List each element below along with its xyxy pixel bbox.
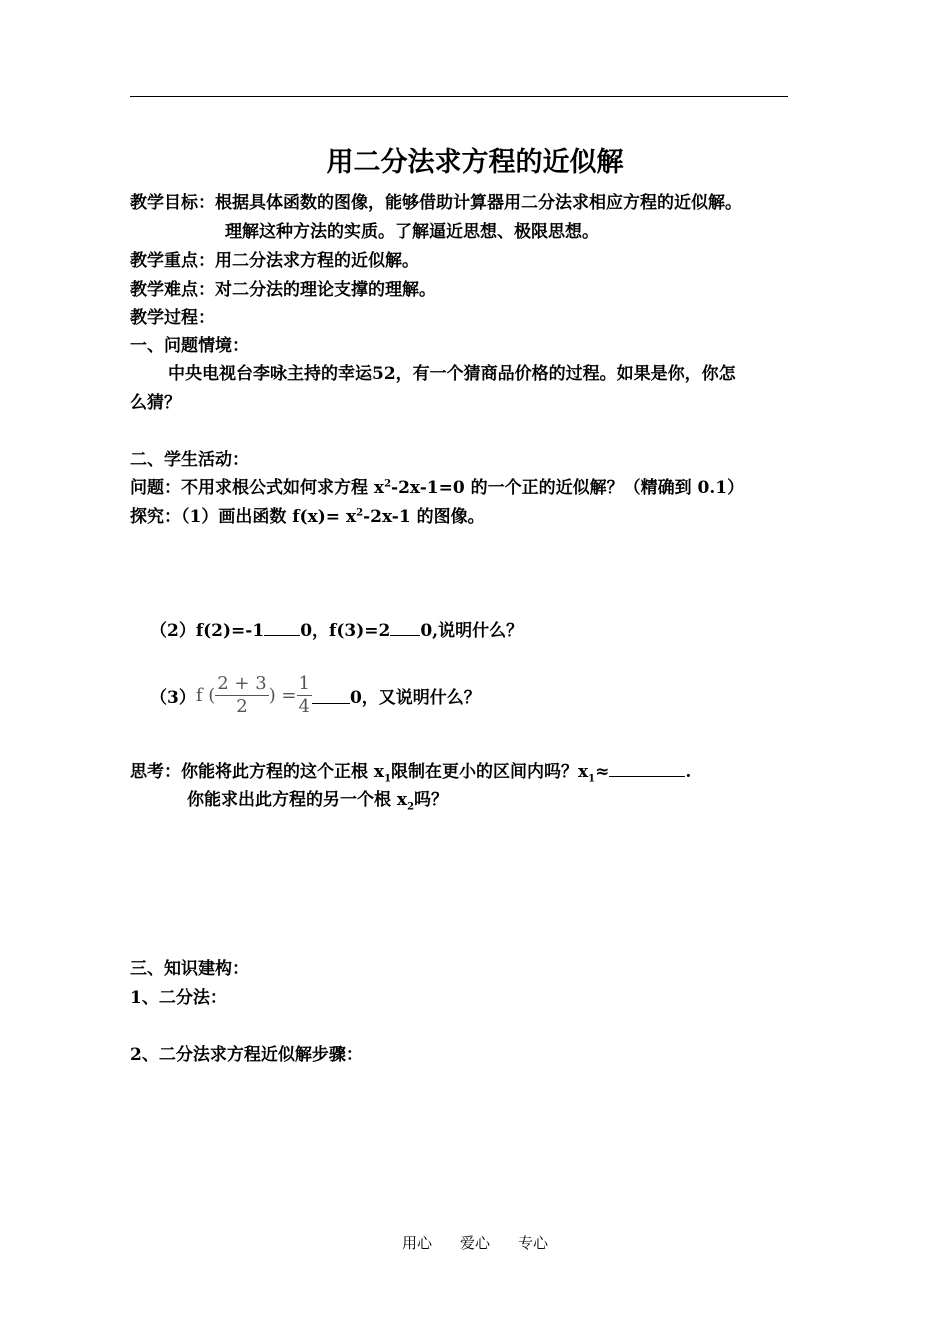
page-title: 用二分法求方程的近似解 <box>326 147 624 178</box>
process-label: 教学过程： <box>130 308 215 328</box>
think-prefix: 思考：你能将此方程的这个正根 x <box>130 762 385 782</box>
footer-item-3: 专心 <box>518 1234 549 1252</box>
explore-prefix: 探究：（1）画出函数 f(x)= x <box>130 507 357 527</box>
difficulty: 教学难点：对二分法的理论支撑的理解。 <box>130 280 436 300</box>
section1-heading: 一、问题情境： <box>130 336 249 356</box>
goal-label: 教学目标： <box>130 193 215 213</box>
think2-sub: 2 <box>407 801 415 813</box>
step3-tail: 0，又说明什么？ <box>349 688 481 708</box>
step3-line <box>150 673 481 718</box>
step2-c: 0,说明什么？ <box>420 621 524 641</box>
step2-a: （2）f(2)=-1 <box>150 621 265 641</box>
think-sub1: 1 <box>384 773 392 785</box>
question-sup: 2 <box>384 478 392 490</box>
blank-2[interactable] <box>390 619 420 636</box>
section3-item2: 2、二分法求方程近似解步骤： <box>130 1045 363 1065</box>
step2-line <box>150 619 523 642</box>
header-rule <box>130 96 788 97</box>
section1-text-line1: 中央电视台李咏主持的幸运52，有一个猜商品价格的过程。如果是你，你怎 <box>168 364 736 384</box>
explore-line <box>130 506 485 528</box>
fraction-arg-num: 2 + 3 <box>217 673 267 694</box>
think-approx: ≈ <box>595 762 610 782</box>
fraction-arg <box>215 673 268 718</box>
blank-1[interactable] <box>264 619 300 636</box>
key-point: 教学重点：用二分法求方程的近似解。 <box>130 251 419 271</box>
question-suffix: -2x-1=0 的一个正的近似解？（精确到 0.1） <box>391 478 745 498</box>
step2-b: 0，f(3)=2 <box>300 621 391 641</box>
section3-heading: 三、知识建构： <box>130 959 249 979</box>
blank-3[interactable] <box>312 687 350 704</box>
explore-suffix: -2x-1 的图像。 <box>363 507 485 527</box>
teaching-goal <box>130 192 742 214</box>
section2-heading: 二、学生活动： <box>130 450 249 470</box>
think-end: . <box>685 762 692 782</box>
question-line <box>130 477 744 499</box>
fraction-arg-den: 2 <box>236 696 248 717</box>
blank-4[interactable] <box>609 760 685 777</box>
fraction-result <box>297 673 312 718</box>
step3-eq: ) = <box>268 685 297 706</box>
goal-line1: 根据具体函数的图像，能够借助计算器用二分法求相应方程的近似解。 <box>215 193 742 213</box>
fraction-result-den: 4 <box>298 696 310 717</box>
think2-prefix: 你能求出此方程的另一个根 x <box>187 790 408 810</box>
goal-line2: 理解这种方法的实质。了解逼近思想、极限思想。 <box>225 222 599 242</box>
step3-label: （3） <box>150 688 196 708</box>
footer-item-1: 用心 <box>401 1234 432 1252</box>
explore-sup: 2 <box>356 507 364 519</box>
section1-text-line2: 么猜？ <box>130 393 181 413</box>
fraction-result-num: 1 <box>298 673 310 694</box>
question-prefix: 问题：不用求根公式如何求方程 x <box>130 478 385 498</box>
think-mid: 限制在更小的区间内吗？x <box>391 762 589 782</box>
footer-item-2: 爱心 <box>459 1234 490 1252</box>
think-sub2: 1 <box>588 773 596 785</box>
section3-item1: 1、二分法： <box>130 988 227 1008</box>
think2-suffix: 吗？ <box>414 790 449 810</box>
step3-f: f ( <box>195 685 216 706</box>
think-line <box>130 760 691 783</box>
footer <box>0 1232 950 1253</box>
think2-line <box>187 789 448 811</box>
